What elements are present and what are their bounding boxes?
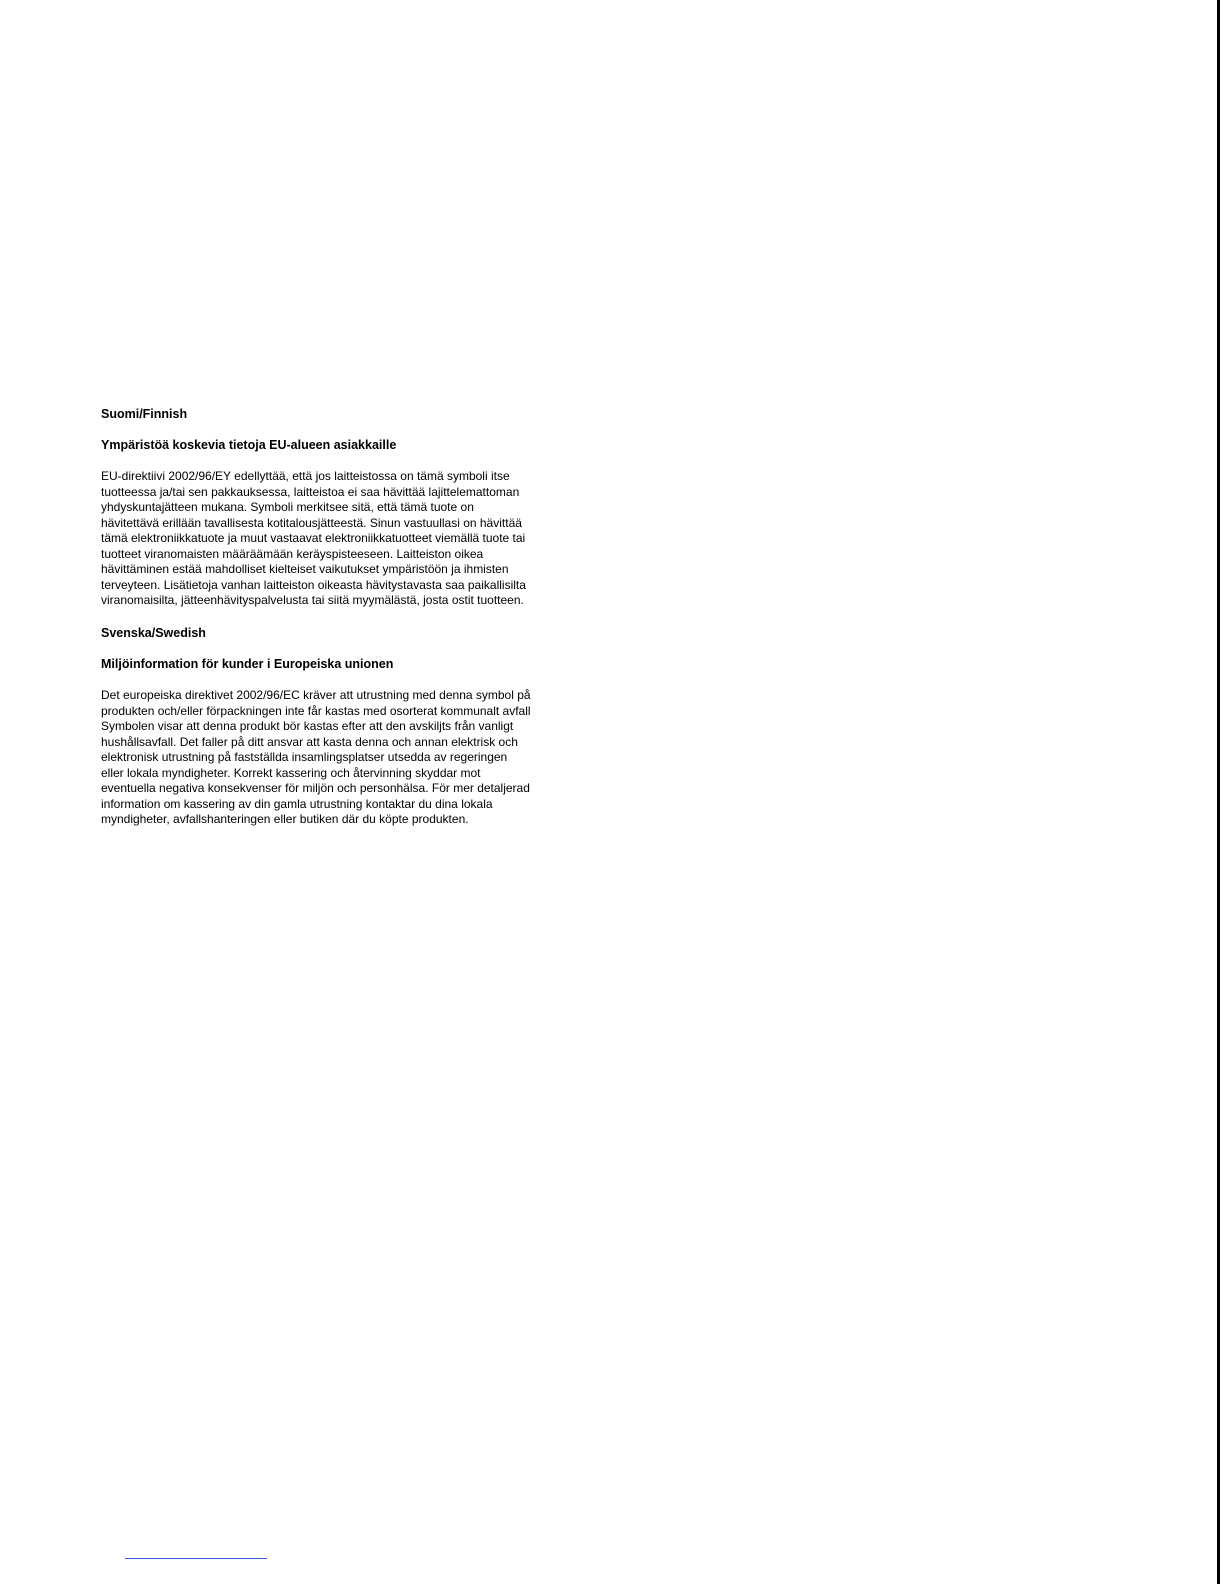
page-edge-bar xyxy=(1217,0,1220,1584)
finnish-body-line: EU-direktiivi 2002/96/EY edellyttää, että jos laitteistossa on tämä symboli itse xyxy=(101,469,510,483)
swedish-heading: Miljöinformation för kunder i Europeiska unionen xyxy=(101,657,394,671)
swedish-language-title: Svenska/Swedish xyxy=(101,626,206,640)
swedish-body-line: Symbolen visar att denna produkt bör kastas efter att den avskiljts från vanligt xyxy=(101,719,514,733)
swedish-body-line: hushållsavfall. Det faller på ditt ansvar att kasta denna och annan elektrisk och xyxy=(101,734,518,749)
finnish-body-line: yhdyskuntajätteen mukana. Symboli merkitsee sitä, että tämä tuote on xyxy=(101,500,474,514)
finnish-body-line: viranomaisilta, jätteenhävityspalvelusta tai siitä myymälästä, josta ostit tuotteen. xyxy=(101,593,524,607)
swedish-body-line: eller lokala myndigheter. Korrekt kassering och återvinning skyddar mot xyxy=(101,765,481,780)
swedish-body-line: Det europeiska direktivet 2002/96/EC kräver att utrustning med denna symbol på xyxy=(101,688,531,702)
footnote-rule xyxy=(125,1558,267,1559)
finnish-language-title: Suomi/Finnish xyxy=(101,407,188,421)
swedish-body-line: myndigheter, avfallshanteringen eller butiken där du köpte produkten. xyxy=(101,812,469,826)
finnish-body-line: hävittäminen estää mahdolliset kielteiset vaikutukset ympäristöön ja ihmisten xyxy=(101,562,509,576)
swedish-body-line: elektronisk utrustning på fastställda insamlingsplatser utsedda av regeringen xyxy=(101,750,508,764)
finnish-body-line: tämä elektroniikkatuote ja muut vastaavat elektroniikkatuotteet viemällä tuote tai xyxy=(101,531,526,545)
swedish-body-line: information om kassering av din gamla utrustning kontaktar du dina lokala xyxy=(101,796,493,811)
finnish-body-line: tuotteet viranomaisten määräämään keräyspisteeseen. Laitteiston oikea xyxy=(101,546,484,561)
finnish-body-line: tuotteessa ja/tai sen pakkauksessa, laitteistoa ei saa hävittää lajittelemattoman xyxy=(101,484,520,499)
finnish-body-line: terveyteen. Lisätietoja vanhan laitteiston oikeasta hävitystavasta saa paikallisilta xyxy=(101,577,526,592)
swedish-body-line: produkten och/eller förpackningen inte får kastas med osorterat kommunalt avfall xyxy=(101,703,531,718)
swedish-body-line: eventuella negativa konsekvenser för miljön och personhälsa. För mer detaljerad xyxy=(101,781,530,795)
finnish-heading: Ympäristöä koskevia tietoja EU-alueen asiakkaille xyxy=(101,438,397,452)
finnish-body-line: hävitettävä erillään tavallisesta kotitalousjätteestä. Sinun vastuullasi on hävittää xyxy=(101,515,522,530)
